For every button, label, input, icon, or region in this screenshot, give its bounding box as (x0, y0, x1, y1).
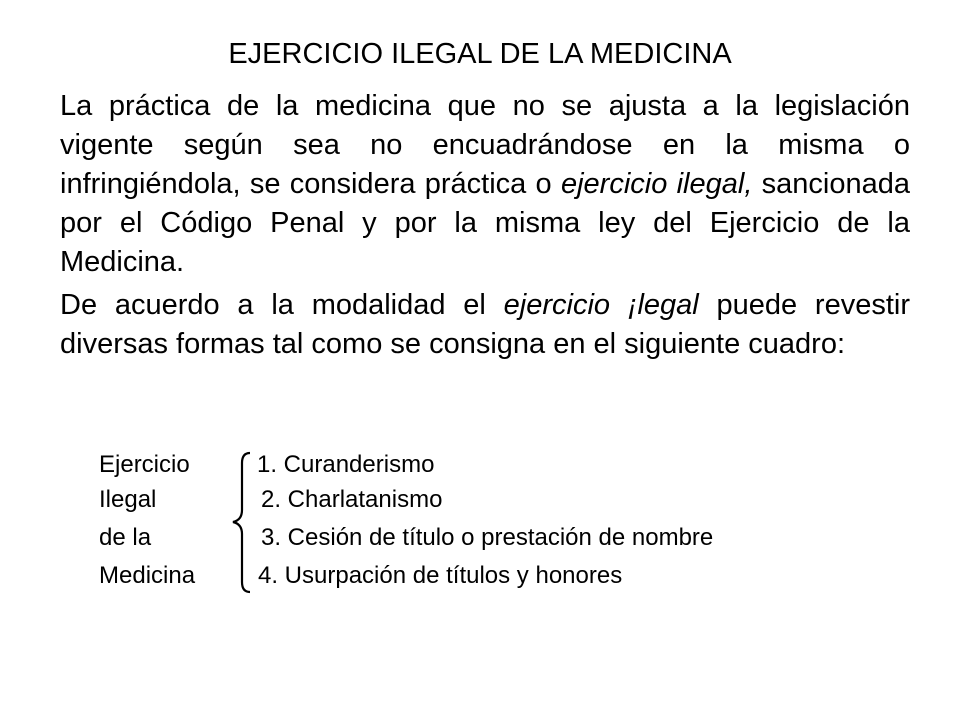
scheme-item-4: 4. Usurpación de títulos y honores (258, 562, 623, 589)
curly-brace-icon (228, 450, 252, 595)
scheme-left-line-1: Ejercicio (99, 451, 190, 478)
paragraph-definition-text-1: La práctica de la medicina que no se ajusta a la legislación vigente según sea no encuadrándose en la misma o infringiéndola, se considera práctica o (60, 90, 910, 200)
scheme-left-line-2: Ilegal (99, 486, 157, 513)
scheme-item-2: 2. Charlatanismo (261, 486, 443, 513)
paragraph-definition-emphasis: ejercicio ilegal, (560, 168, 753, 200)
scheme-left-line-3: de la (99, 524, 152, 551)
paragraph-definition-text-2: sancionada por el Código Penal y por la misma ley del Ejercicio de la Medicina. (60, 168, 911, 278)
scheme-left-line-4: Medicina (99, 562, 196, 589)
paragraph-modalities-emphasis: ejercicio ¡legal (503, 289, 699, 321)
slide-title: EJERCICIO ILEGAL DE LA MEDICINA (228, 38, 732, 70)
scheme-item-1: 1. Curanderismo (257, 451, 435, 478)
paragraph-modalities-text-2: puede revestir diversas formas tal como se consigna en el siguiente cuadro: (60, 289, 911, 360)
scheme-item-3: 3. Cesión de título o prestación de nombre (261, 524, 714, 551)
paragraph-modalities-text-1: De acuerdo a la modalidad el (60, 289, 504, 321)
